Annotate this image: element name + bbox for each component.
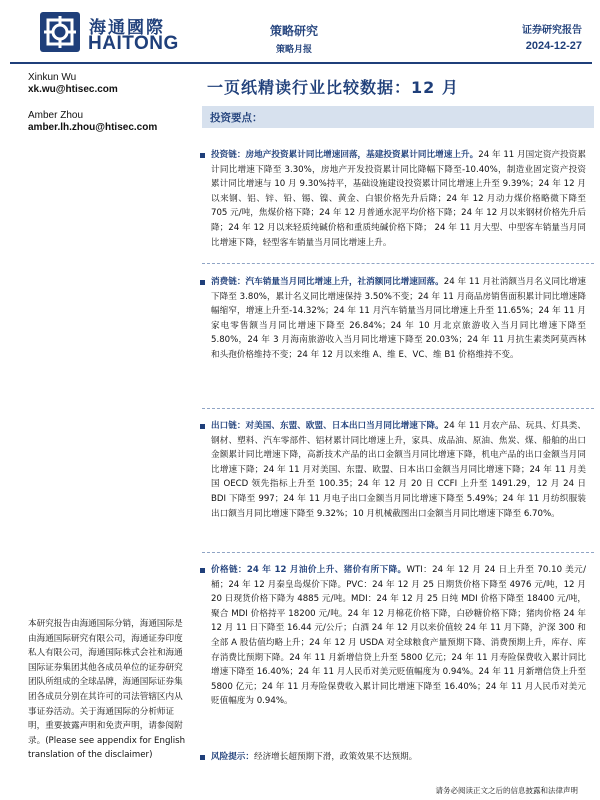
bullet-body: 经济增长超预期下滑，政策效果不达预期。 <box>253 752 418 762</box>
bullet-marker-icon <box>200 755 205 760</box>
bullet-investment <box>211 148 586 250</box>
section-divider <box>202 263 594 264</box>
bullet-lead: 投资链：房地产投资累计同比增速回落，基建投资累计同比增速上升。 <box>211 150 479 160</box>
bullet-consumption <box>211 275 586 363</box>
section-divider <box>202 552 594 553</box>
summary-header <box>202 106 594 128</box>
author-email[interactable]: xk.wu@htisec.com <box>28 84 118 95</box>
bullet-lead: 消费链：汽车销量当月同比增速上升，社消额同比增速回落。 <box>211 277 444 287</box>
report-subtype: 策略月报 <box>276 45 313 55</box>
report-header <box>0 0 600 66</box>
report-type: 策略研究 <box>270 24 319 38</box>
bullet-marker-icon <box>200 280 205 285</box>
bullet-lead: 风险提示： <box>211 752 254 762</box>
footer-disclosure-note: 请务必阅读正文之后的信息披露和法律声明 <box>435 786 578 795</box>
bullet-marker-icon <box>200 153 205 158</box>
report-date: 2024-12-27 <box>525 40 582 52</box>
bullet-body: 24 年 11 月国定资产投资累计同比增速下降至 3.30%，房地产开发投资累计同比降幅下降至-10.40%，制造业固定资产投资累计同比增速与 10 月 9.30%持平，基础设施建设投资累计同比增速上升至 9.39%；24 年 12 月以来钢、铝、锌、铅、锡、镍、黄金、白银价格先升后降；24 年 12 月动力煤价格略微下降至 705 元/吨，焦煤价格下降；24 年 12 月普通水泥平均价格下降；24 年 12 月以来钢材价格先升后降；24 年 12 月以来轻质纯碱价格和重质纯碱价格下降； 24 年 11 月大型、中型客车销量当月同比增速下降，轻型客车销量当月同比增速上升。 <box>211 150 586 248</box>
summary-label: 投资要点： <box>210 112 263 124</box>
logo-english-text: HAITONG <box>88 33 179 54</box>
report-category: 证券研究报告 <box>522 25 582 36</box>
report-title: 一页纸精读行业比较数据：12 月 <box>207 78 459 97</box>
bullet-lead: 出口链：对美国、东盟、欧盟、日本出口当月同比增速下降。 <box>211 421 444 431</box>
author-email[interactable]: amber.lh.zhou@htisec.com <box>28 122 158 133</box>
author-name: Amber Zhou <box>28 110 84 121</box>
logo-chinese-text: 海通國際 <box>89 18 165 38</box>
disclaimer-text: 本研究报告由海通国际分销，海通国际是由海通国际研究有限公司，海通证券印度私人有限公司，海通国际株式会社和海通国际证券集团其他各成员单位的证券研究团队所组成的全球品牌，海通国际证券集团各成员分别在其许可的司法管辖区内从事证券活动。关于海通国际的分析师证明，重要披露声明和免责声明，请参阅附录。(Please see appendix for English translation of the disclaimer) <box>28 619 186 761</box>
header-divider <box>10 62 592 64</box>
bullet-export <box>211 419 586 521</box>
haitong-logo-icon <box>40 12 80 52</box>
bullet-lead: 价格链：24 年 12 月油价上升、猪价有所下降。 <box>211 565 407 575</box>
author-name: Xinkun Wu <box>28 72 77 83</box>
section-divider <box>202 408 594 409</box>
bullet-body: 24 年 11 月农产品、玩具、灯具类、钢材、塑料、汽车零部件、铝材累计同比增速上升，家具、成品油、原油、焦炭、煤、船舶的出口金额累计同比增速下降，高新技术产品的出口金额当月同比增速下降，机电产品的出口金额当月同比增速下降；24 年 11 月对美国、东盟、欧盟、日本出口金额当月同比增速下降；24 年 11 月美国 OECD 领先指标上升至 100.35；24 年 12 月 20 日 CCFI 上升至 1491.29，12 月 24 日 BDI 下降至 997；24 年 11 月电子出口金额当月同比增速下降至 5.49%；24 年 11 月纺织服装出口额当月同比增速下降至 9.32%；10 月机械截图出口金额当月同比增速下降至 6.70%。 <box>211 421 586 519</box>
author-sidebar <box>28 72 188 134</box>
bullet-body: WTI：24 年 12 月 24 日上升至 70.10 美元/桶；24 年 12 月秦皇岛煤价下降。PVC：24 年 12 月 25 日期货价格下降至 4976 元/吨，12 月 20 日现货价格下降为 4885 元/吨。MDI：24 年 12 月 25 日纯 MDI 价格下降至 18400 元/吨，聚合 MDI 价格持平 18200 元/吨。24 年 12 月棉花价格下降，白砂糖价格下降；猪肉价格 24 年 12 月 11 日下降至 16.44 元/公斤；白酒 24 年 12 月以来价值较 24 年 11 月下降，沪深 300 和全部 A 股估值均略上升；24 年 12 月 USDA 对全球粮食产量预期下降、消费预期上升，库存、库存消费比预期下降。24 年 11 月新增信贷上升至 5800 亿元；24 年 11 月寿险保费收入累计同比增速下降至 16.40%；24 年 11 月人民币对美元贬值幅度为 0.94%。24 年 11 月新增信贷上升至 5800 亿元；24 年 11 月寿险保费收入累计同比增速下降至 16.40%；24 年 11 月人民币对美元贬值幅度为 0.94%。 <box>211 565 586 707</box>
bullet-marker-icon <box>200 424 205 429</box>
bullet-risk <box>211 750 586 765</box>
bullet-price <box>211 563 586 709</box>
bullet-marker-icon <box>200 568 205 573</box>
bullet-body: 24 年 11 月社消额当月名义同比增速下降至 3.80%，累计名义同比增速保持 3.50%不变；24 年 11 月商品房销售面积累计同比增速降幅缩窄，增速上升至-14.32%；24 年 11 月汽车销量当月同比增速上升至 11.65%；24 年 11 月家电零售额当月同比增速下降至 26.84%；24 年 10 月北京旅游收入当月同比增速下降至 5.80%，24 年 3 月海南旅游收入当月同比增速下降至 20.03%；24 年 11 月抗生素类阿莫西林和头孢价格维持不变；24 年 12 月以来维 A、维 E、VC、维 B1 价格维持不变。 <box>211 277 586 360</box>
